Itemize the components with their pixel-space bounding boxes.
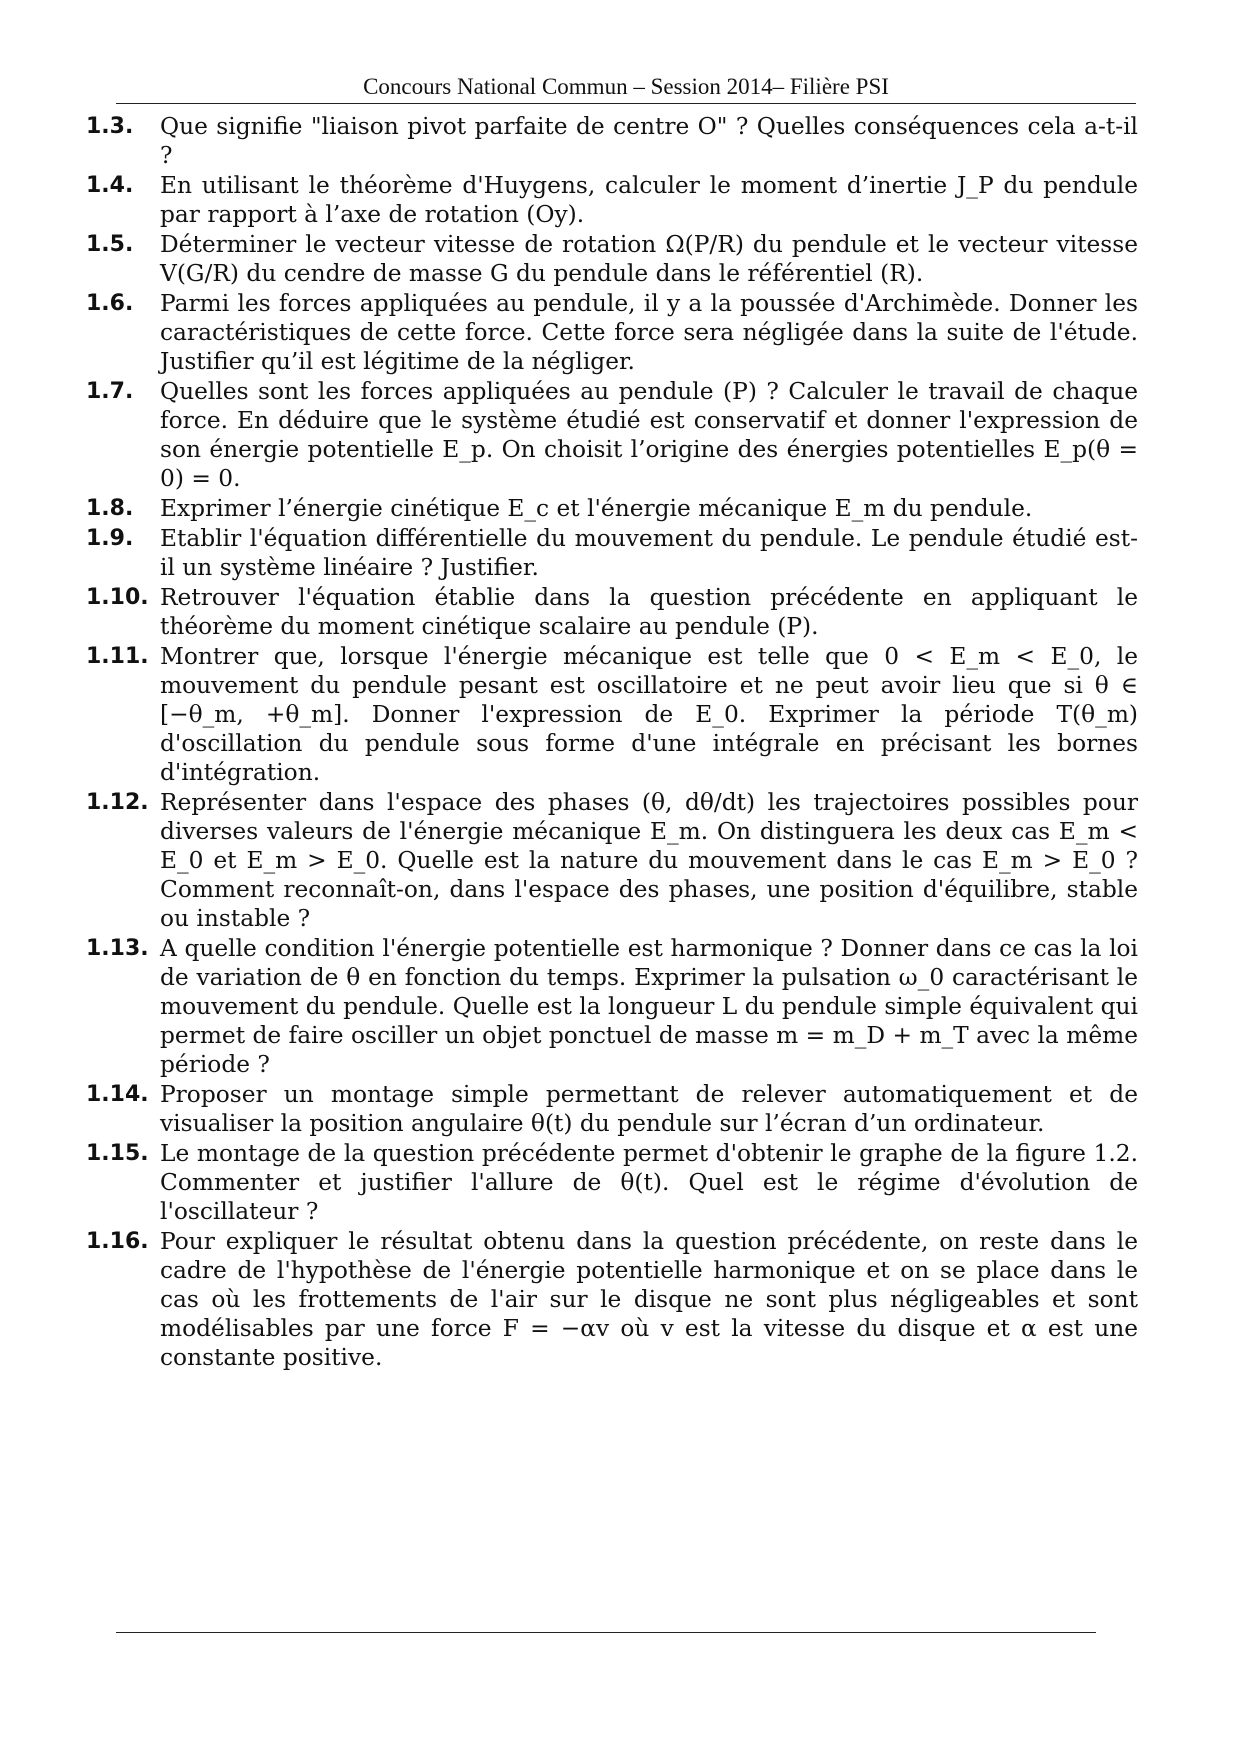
question-number: 1.14.: [86, 1082, 149, 1107]
question-text: Parmi les forces appliquées au pendule, il y a la poussée d'Archimède. Donner les caractéristiques de cette force. Cette force sera négligée dans la suite de l'étude. Justifier qu’il est légitime de la négliger.: [160, 290, 1138, 375]
question-item: [86, 289, 1138, 376]
question-number: 1.5.: [86, 232, 134, 257]
question-item: [86, 524, 1138, 582]
header-rule: [116, 103, 1136, 104]
question-item: [86, 934, 1138, 1079]
question-item: [86, 230, 1138, 288]
question-number: 1.13.: [86, 936, 149, 961]
question-text: Quelles sont les forces appliquées au pendule (P) ? Calculer le travail de chaque force. En déduire que le système étudié est conservatif et donner l'expression de son énergie potentielle E_p. On choisit l’origine des énergies potentielles E_p(θ = 0) = 0.: [160, 378, 1138, 492]
question-item: [86, 788, 1138, 933]
question-number: 1.4.: [86, 173, 134, 198]
question-number: 1.10.: [86, 585, 149, 610]
question-list: [86, 112, 1138, 1373]
question-number: 1.12.: [86, 790, 149, 815]
question-text: Que signifie "liaison pivot parfaite de centre O" ? Quelles conséquences cela a-t-il ?: [160, 113, 1138, 169]
question-item: [86, 377, 1138, 493]
question-text: Proposer un montage simple permettant de relever automatiquement et de visualiser la position angulaire θ(t) du pendule sur l’écran d’un ordinateur.: [160, 1081, 1138, 1137]
footer-rule: [116, 1632, 1096, 1633]
question-text: Pour expliquer le résultat obtenu dans la question précédente, on reste dans le cadre de l'hypothèse de l'énergie potentielle harmonique et on se place dans le cas où les frottements de l'air sur le disque ne sont plus négligeables et sont modélisables par une force F = −αv où v est la vitesse du disque et α est une constante positive.: [160, 1228, 1138, 1371]
question-item: [86, 583, 1138, 641]
question-number: 1.3.: [86, 114, 134, 139]
question-number: 1.9.: [86, 526, 134, 551]
question-text: Représenter dans l'espace des phases (θ, dθ/dt) les trajectoires possibles pour diverses valeurs de l'énergie mécanique E_m. On distinguera les deux cas E_m < E_0 et E_m > E_0. Quelle est la nature du mouvement dans le cas E_m > E_0 ? Comment reconnaît-on, dans l'espace des phases, une position d'équilibre, stable ou instable ?: [160, 789, 1138, 932]
question-item: [86, 1227, 1138, 1372]
question-text: A quelle condition l'énergie potentielle est harmonique ? Donner dans ce cas la loi de variation de θ en fonction du temps. Exprimer la pulsation ω_0 caractérisant le mouvement du pendule. Quelle est la longueur L du pendule simple équivalent qui permet de faire osciller un objet ponctuel de masse m = m_D + m_T avec la même période ?: [160, 935, 1138, 1078]
question-number: 1.15.: [86, 1141, 149, 1166]
page-header: Concours National Commun – Session 2014– Filière PSI: [363, 74, 889, 99]
question-text: Retrouver l'équation établie dans la question précédente en appliquant le théorème du moment cinétique scalaire au pendule (P).: [160, 584, 1138, 640]
question-text: En utilisant le théorème d'Huygens, calculer le moment d’inertie J_P du pendule par rapport à l’axe de rotation (Oy).: [160, 172, 1138, 228]
question-item: [86, 494, 1138, 523]
question-number: 1.16.: [86, 1229, 149, 1254]
question-item: [86, 642, 1138, 787]
question-number: 1.8.: [86, 496, 134, 521]
question-item: [86, 171, 1138, 229]
question-text: Le montage de la question précédente permet d'obtenir le graphe de la figure 1.2. Commenter et justifier l'allure de θ(t). Quel est le régime d'évolution de l'oscillateur ?: [160, 1140, 1138, 1225]
question-number: 1.7.: [86, 379, 134, 404]
question-number: 1.11.: [86, 644, 149, 669]
question-text: Etablir l'équation différentielle du mouvement du pendule. Le pendule étudié est-il un système linéaire ? Justifier.: [160, 525, 1138, 581]
question-item: [86, 112, 1138, 170]
question-number: 1.6.: [86, 291, 134, 316]
question-text: Exprimer l’énergie cinétique E_c et l'énergie mécanique E_m du pendule.: [160, 495, 1033, 522]
question-text: Montrer que, lorsque l'énergie mécanique est telle que 0 < E_m < E_0, le mouvement du pendule pesant est oscillatoire et ne peut avoir lieu que si θ ∈ [−θ_m, +θ_m]. Donner l'expression de E_0. Exprimer la période T(θ_m) d'oscillation du pendule sous forme d'une intégrale en précisant les bornes d'intégration.: [160, 643, 1138, 786]
question-item: [86, 1080, 1138, 1138]
question-item: [86, 1139, 1138, 1226]
question-text: Déterminer le vecteur vitesse de rotation Ω(P/R) du pendule et le vecteur vitesse V(G/R) du cendre de masse G du pendule dans le référentiel (R).: [160, 231, 1138, 287]
